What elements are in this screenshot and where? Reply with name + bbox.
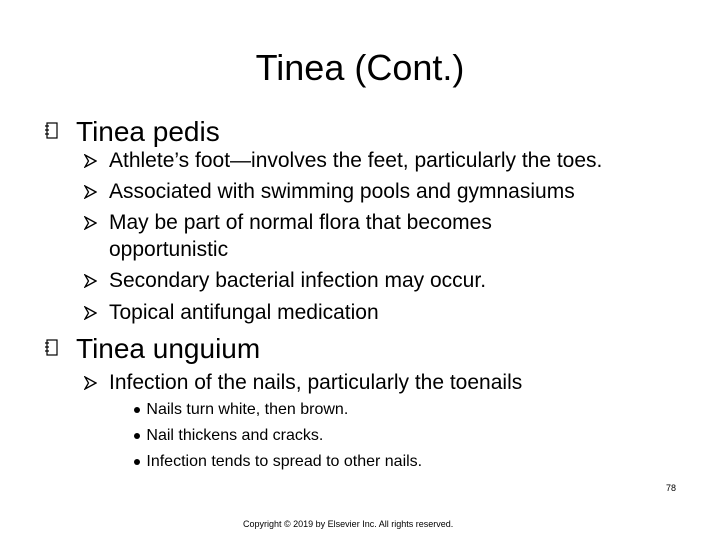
page-number: 78: [666, 483, 677, 493]
bullet-text: Topical antifungal medication: [109, 301, 379, 324]
bullet-text: Associated with swimming pools and gymnasiums: [109, 180, 575, 203]
section-heading-label: Tinea unguium: [76, 333, 261, 364]
subbullet-text: Nails turn white, then brown.: [146, 401, 349, 418]
bullet-text: May be part of normal flora that becomes opportunistic: [109, 211, 492, 261]
bullet-text: Secondary bacterial infection may occur.: [109, 269, 487, 292]
arrowhead-bullet-icon: [84, 185, 97, 199]
arrowhead-bullet-icon: [84, 154, 97, 168]
copyright-notice: Copyright © 2019 by Elsevier Inc. All rights reserved.: [243, 519, 454, 529]
arrowhead-bullet-icon: [84, 306, 97, 320]
section-heading-label: Tinea pedis: [76, 116, 220, 147]
subbullet-text: Nail thickens and cracks.: [146, 427, 324, 444]
bullet-text: Athlete’s foot—involves the feet, particularly the toes.: [109, 149, 603, 172]
arrowhead-bullet-icon: [84, 274, 97, 288]
arrowhead-bullet-icon: [84, 216, 97, 230]
subbullet-text: Infection tends to spread to other nails.: [146, 453, 423, 470]
notebook-page-icon: [44, 122, 58, 140]
notebook-page-icon: [44, 339, 58, 357]
slide-title: Tinea (Cont.): [255, 47, 465, 88]
bullet-text: Infection of the nails, particularly the toenails: [109, 371, 523, 394]
arrowhead-bullet-icon: [84, 376, 97, 390]
